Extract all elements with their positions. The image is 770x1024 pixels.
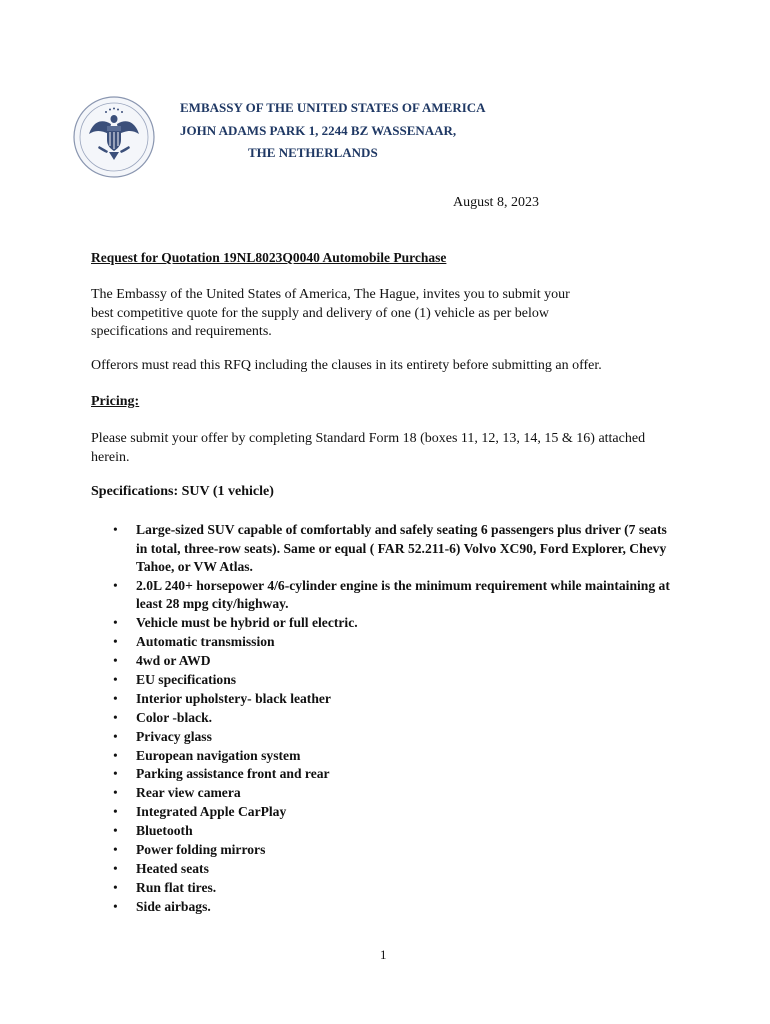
bullet-icon: • [113, 860, 118, 876]
bullet-icon: • [113, 634, 118, 650]
spec-item-text: Rear view camera [136, 785, 241, 801]
spec-item-text: Privacy glass [136, 728, 212, 744]
bullet-icon: • [113, 653, 118, 669]
list-item [110, 747, 670, 766]
letterhead-line-address: JOHN ADAMS PARK 1, 2244 BZ WASSENAAR, [180, 122, 457, 138]
letterhead-line-embassy: EMBASSY OF THE UNITED STATES OF AMERICA [180, 100, 486, 115]
spec-item-text: Integrated Apple CarPlay [136, 804, 287, 820]
list-item [110, 765, 670, 784]
spec-item-text: Power folding mirrors [136, 841, 266, 857]
list-item [110, 841, 670, 860]
spec-item-text: Automatic transmission [136, 634, 275, 650]
list-item [110, 879, 670, 898]
bullet-icon: • [113, 709, 118, 725]
bullet-icon: • [113, 804, 118, 820]
letter-date: August 8, 2023 [453, 195, 539, 210]
offerors-paragraph: Offerors must read this RFQ including the clauses in its entirety before submitting an offer. [91, 358, 602, 373]
spec-item-text: Heated seats [136, 860, 209, 876]
list-item [110, 822, 670, 841]
bullet-icon: • [113, 879, 118, 895]
page-number: 1 [380, 947, 387, 962]
list-item [110, 521, 670, 577]
intro-paragraph: The Embassy of the United States of America, The Hague, invites you to submit your best competitive quote for the supply and delivery of one (1) vehicle as per below specifications and requirements. [91, 287, 570, 339]
letterhead [180, 97, 486, 165]
bullet-icon: • [113, 690, 118, 706]
spec-item-text: Run flat tires. [136, 879, 217, 895]
bullet-icon: • [113, 823, 118, 839]
bullet-icon: • [113, 522, 118, 537]
list-item [110, 652, 670, 671]
spec-item-text: 2.0L 240+ horsepower 4/6-cylinder engine is the minimum requirement while maintaining at least 28 mpg city/highway. [136, 577, 670, 612]
spec-item-text: 4wd or AWD [136, 653, 211, 669]
spec-item-text: EU specifications [136, 671, 237, 687]
list-item [110, 860, 670, 879]
list-item [110, 784, 670, 803]
spec-item-text: Bluetooth [136, 823, 193, 839]
list-item [110, 709, 670, 728]
spec-item-text: Parking assistance front and rear [136, 766, 330, 782]
bullet-icon: • [113, 898, 118, 914]
letterhead-line-country: THE NETHERLANDS [248, 145, 378, 160]
bullet-icon: • [113, 841, 118, 857]
spec-item-text: European navigation system [136, 747, 301, 763]
spec-item-text: Vehicle must be hybrid or full electric. [136, 615, 358, 631]
bullet-icon: • [113, 615, 118, 631]
list-item [110, 577, 670, 614]
bullet-icon: • [113, 577, 118, 593]
list-item [110, 614, 670, 633]
list-item [110, 803, 670, 822]
list-item [110, 671, 670, 690]
pricing-heading: Pricing: [91, 394, 140, 409]
bullet-icon: • [113, 766, 118, 782]
specifications-list [110, 521, 670, 917]
bullet-icon: • [113, 747, 118, 763]
bullet-icon: • [113, 728, 118, 744]
list-item [110, 690, 670, 709]
list-item [110, 633, 670, 652]
great-seal-icon [73, 96, 155, 178]
subject-line: Request for Quotation 19NL8023Q0040 Automobile Purchase [91, 250, 447, 265]
spec-item-text: Large-sized SUV capable of comfortably and safely seating 6 passengers plus driver (7 seats in total, three-row seats). Same or equal ( FAR 52.211-6) Volvo XC90, Ford Explorer, Chevy Tahoe, or VW Atlas. [136, 522, 667, 574]
pricing-paragraph: Please submit your offer by completing Standard Form 18 (boxes 11, 12, 13, 14, 15 & 16) attached herein. [91, 431, 646, 465]
bullet-icon: • [113, 671, 118, 687]
spec-item-text: Color -black. [136, 709, 213, 725]
bullet-icon: • [113, 785, 118, 801]
spec-item-text: Interior upholstery- black leather [136, 690, 331, 706]
spec-item-text: Side airbags. [136, 898, 211, 914]
specifications-heading: Specifications: SUV (1 vehicle) [91, 484, 274, 499]
list-item [110, 898, 670, 917]
list-item [110, 728, 670, 747]
